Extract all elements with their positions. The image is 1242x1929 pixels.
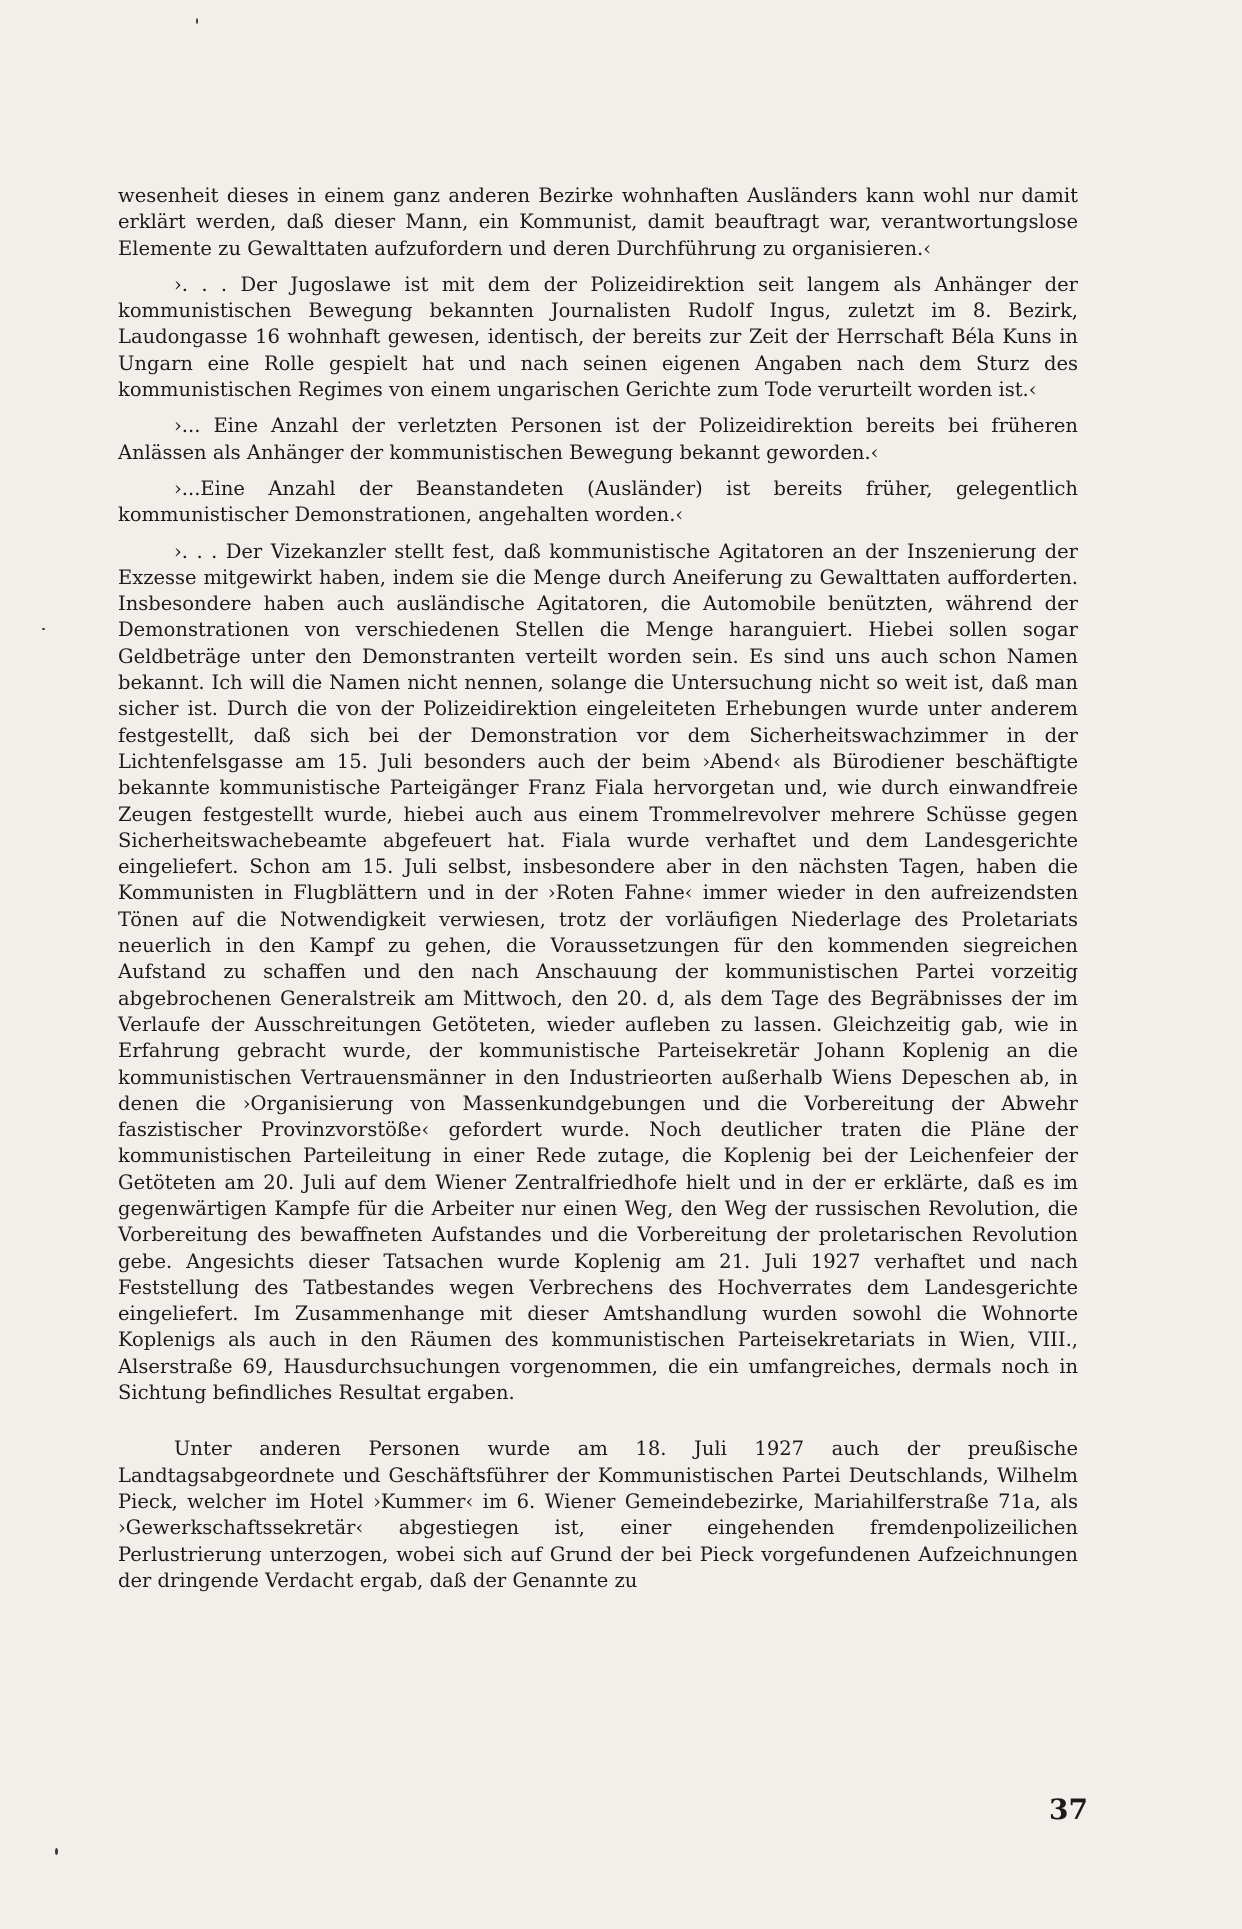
- page-number: 37: [1049, 1793, 1088, 1826]
- paragraph-quote-beanstandete: ›...Eine Anzahl der Beanstandeten (Ausländer) ist bereits früher, gelegentlich kommunistischer Demonstrationen, angehalten worden.‹: [118, 476, 1078, 527]
- paragraph-pieck: Unter anderen Personen wurde am 18. Juli 1927 auch der preußische Landtagsabgeordnete und Geschäftsführer der Kommunistischen Partei Deutschlands, Wilhelm Pieck, welcher im Hotel ›Kummer‹ im 6. Wiener Gemeindebezirke, Mariahilferstraße 71a, als ›Gewerkschaftssekretär‹ abgestiegen ist, einer eingehenden fremdenpolizeilichen Perlustrierung unterzogen, wobei sich auf Grund der bei Pieck vorgefundenen Aufzeichnungen der dringende Verdacht ergab, daß der Genannte zu: [118, 1437, 1078, 1592]
- paragraph-quote-verletzte: ›... Eine Anzahl der verletzten Personen ist der Polizeidirektion bereits bei früheren Anlässen als Anhänger der kommunistischen Bewegung bekannt geworden.‹: [118, 414, 1078, 464]
- body-text: [118, 183, 1078, 1594]
- paper-speck-decoration: [42, 628, 45, 630]
- paper-speck-decoration: [196, 18, 198, 24]
- paper-speck-decoration: [55, 1848, 58, 1855]
- paragraph-continuation: wesenheit dieses in einem ganz anderen Bezirke wohnhaften Ausländers kann wohl nur damit erklärt werden, daß dieser Mann, ein Kommunist, damit beauftragt war, verantwortungslose Elemente zu Gewalttaten aufzufordern und deren Durchführung zu organisieren.‹: [118, 184, 1078, 260]
- paragraph-quote-jugoslawe: ›. . . Der Jugoslawe ist mit dem der Polizeidirektion seit langem als Anhänger der kommunistischen Bewegung bekannten Journalisten Rudolf Ingus, zuletzt im 8. Bezirk, Laudongasse 16 wohnhaft gewesen, identisch, der bereits zur Zeit der Herrschaft Béla Kuns in Ungarn eine Rolle gespielt hat und nach seinen eigenen Angaben nach dem Sturz des kommunistischen Regimes von einem ungarischen Gerichte zum Tode verurteilt worden ist.‹: [118, 272, 1078, 402]
- paragraph-quote-vizekanzler: ›. . . Der Vizekanzler stellt fest, daß kommunistische Agitatoren an der Inszenierung der Exzesse mitgewirkt haben, indem sie die Menge durch Aneiferung zu Gewalttaten aufforderten. Insbesondere haben auch ausländische Agitatoren, die Automobile benützten, während der Demonstrationen von verschiedenen Stellen die Menge haranguiert. Hiebei sollen sogar Geldbeträge unter den Demonstranten verteilt worden sein. Es sind uns auch schon Namen bekannt. Ich will die Namen nicht nennen, solange die Untersuchung nicht so weit ist, daß man sicher ist. Durch die von der Polizeidirektion eingeleiteten Erhebungen wurde unter anderem festgestellt, daß sich bei der Demonstration vor dem Sicherheitswachzimmer in der Lichtenfelsgasse am 15. Juli besonders auch der beim ›Abend‹ als Bürodiener beschäftigte bekannte kommunistische Parteigänger Franz Fiala hervorgetan und, wie durch einwandfreie Zeugen festgestellt wurde, hiebei auch aus einem Trommelrevolver mehrere Schüsse gegen Sicherheitswachebeamte abgefeuert hat. Fiala wurde verhaftet und dem Landesgerichte eingeliefert. Schon am 15. Juli selbst, insbesondere aber in den nächsten Tagen, haben die Kommunisten in Flugblättern und in der ›Roten Fahne‹ immer wieder in den aufreizendsten Tönen auf die Notwendigkeit verwiesen, trotz der vorläufigen Niederlage des Proletariats neuerlich in den Kampf zu gehen, die Voraussetzungen für den kommenden siegreichen Aufstand zu schaffen und den nach Anschauung der kommunistischen Partei vorzeitig abgebrochenen Generalstreik am Mittwoch, den 20. d, als dem Tage des Begräbnisses der im Verlaufe der Ausschreitungen Getöteten, wieder aufleben zu lassen. Gleichzeitig gab, wie in Erfahrung gebracht wurde, der kommunistische Parteisekretär Johann Koplenig an die kommunistischen Vertrauensmänner in den Industrieorten außerhalb Wiens Depeschen ab, in denen die ›Organisierung von Massenkundgebungen und die Vorbereitung der Abwehr faszistischer Provinzvorstöße‹ gefordert wurde. Noch deutlicher traten die Pläne der kommunistischen Parteileitung in einer Rede zutage, die Koplenig bei der Leichenfeier der Getöteten am 20. Juli auf dem Wiener Zentralfriedhofe hielt und in der er erklärte, daß es im gegenwärtigen Kampfe für die Arbeiter nur einen Weg, den Weg der russischen Revolution, die Vorbereitung des bewaffneten Aufstandes und die Vorbereitung der proletarischen Revolution gebe. Angesichts dieser Tatsachen wurde Koplenig am 21. Juli 1927 verhaftet und nach Feststellung des Tatbestandes wegen Verbrechens des Hochverrates dem Landesgerichte eingeliefert. Im Zusammenhange mit dieser Amtshandlung wurden sowohl die Wohnorte Koplenigs als auch in den Räumen des kommunistischen Parteisekretariats in Wien, VIII., Alserstraße 69, Hausdurchsuchungen vorgenommen, die ein umfangreiches, dermals noch in Sichtung befindliches Resultat ergaben.: [118, 539, 1078, 1405]
